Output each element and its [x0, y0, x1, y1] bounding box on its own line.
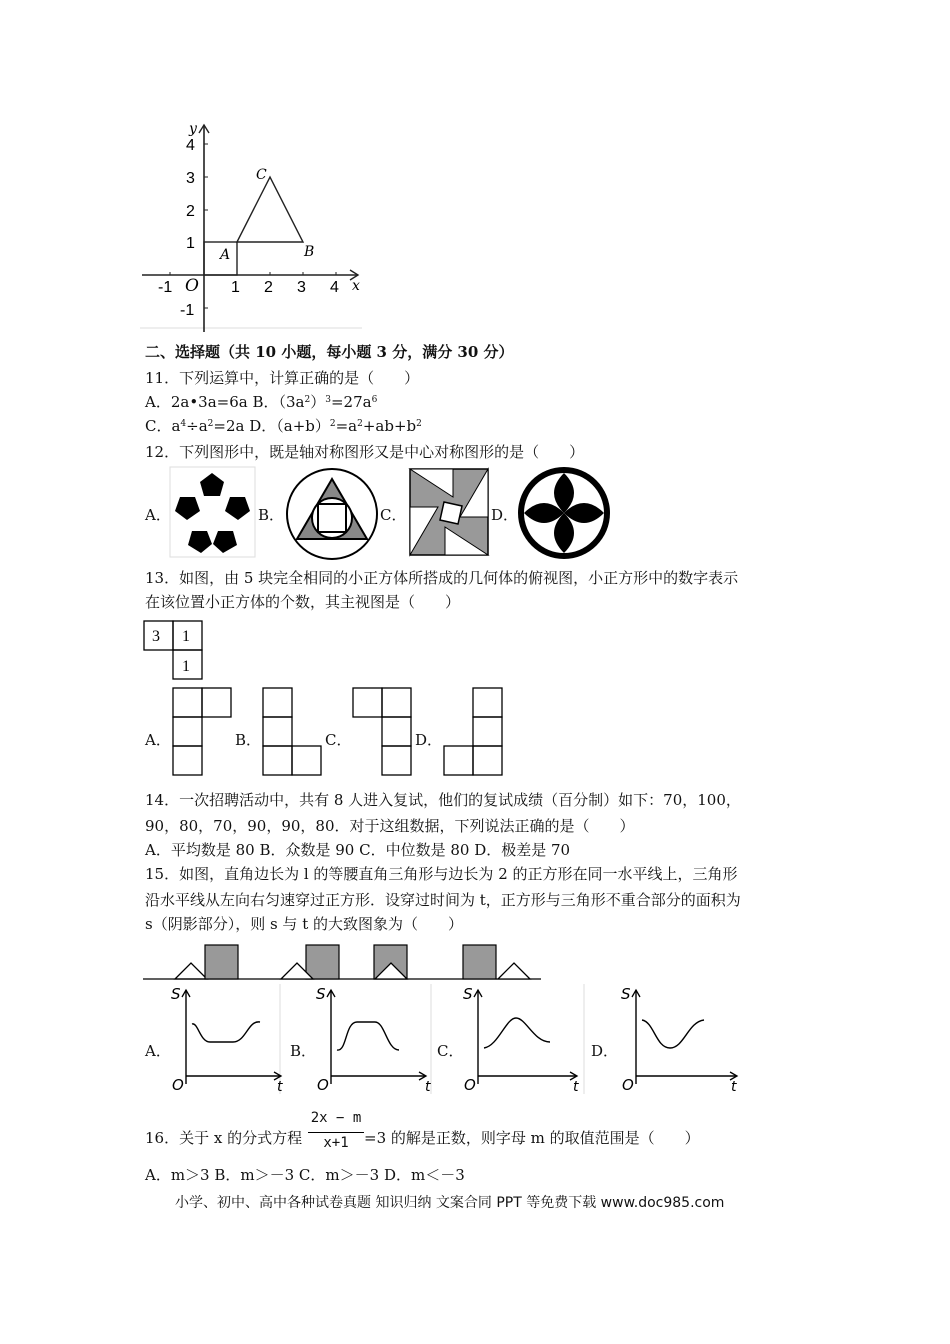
q13-label-d: D．: [415, 731, 443, 749]
q14-options: A．平均数是 80 B．众数是 90 C．中位数是 80 D．极差是 70: [145, 841, 571, 859]
q15-stem-line3: s（阴影部分），则 s 与 t 的大致图象为（ ）: [145, 915, 463, 933]
q16-stem-pre: 16．关于 x 的分式方程: [145, 1129, 303, 1147]
q14-stem-line1: 14．一次招聘活动中，共有 8 人进入复试，他们的复试成绩（百分制）如下：70，100，: [145, 791, 741, 809]
q16-stem-post: =3 的解是正数，则字母 m 的取值范围是（ ）: [364, 1129, 700, 1147]
q13-option-a-view: [172, 687, 234, 779]
q12-label-b: B．: [258, 506, 285, 524]
top-view-count: 1: [182, 628, 190, 645]
q15-label-b: B．: [290, 1042, 317, 1060]
x-tick-label: 1: [231, 279, 240, 296]
q12-stem: 12．下列图形中，既是轴对称图形又是中心对称图形的是（ ）: [145, 443, 585, 461]
t-axis-label: t: [277, 1079, 283, 1095]
q15-option-a-graph: [168, 984, 288, 1094]
y-tick-label: 3: [186, 170, 195, 187]
q13-option-d-view: [443, 687, 505, 779]
coordinate-graph: [140, 120, 370, 335]
footer-text: 小学、初中、高中各种试卷真题 知识归纳 文案合同 PPT 等免费下载 www.doc985.com: [175, 1195, 725, 1211]
q16-options: A．m＞3 B．m＞－3 C．m＞－3 D．m＜－3: [145, 1166, 465, 1184]
q13-top-view: [143, 620, 205, 682]
s-axis-label: S: [171, 985, 181, 1003]
q12-label-a: A．: [145, 506, 171, 524]
q15-motion-diagram: [143, 942, 543, 982]
t-axis-label: t: [731, 1079, 737, 1095]
y-tick-label: 4: [186, 137, 195, 154]
origin-label: O: [622, 1076, 634, 1094]
y-tick-label: 1: [186, 235, 195, 252]
q13-label-c: C．: [325, 731, 352, 749]
q15-option-b-graph: [313, 984, 433, 1094]
q15-label-c: C．: [437, 1042, 464, 1060]
q16-fraction-numerator: 2x − m: [310, 1110, 362, 1126]
t-axis-label: t: [573, 1079, 579, 1095]
x-tick-label: -1: [158, 279, 173, 296]
q14-stem-line2: 90，80，70，90，90，80．对于这组数据，下列说法正确的是（ ）: [145, 817, 635, 835]
q13-stem-line1: 13．如图，由 5 块完全相同的小正方体所搭成的几何体的俯视图，小正方形中的数字表示: [145, 569, 739, 587]
y-tick-label: -1: [180, 302, 195, 319]
pentagon-flower-figure: [170, 467, 255, 557]
x-tick-label: 4: [330, 279, 339, 296]
point-a-label: A: [220, 247, 231, 263]
q15-stem-line1: 15．如图，直角边长为 l 的等腰直角三角形与边长为 2 的正方形在同一水平线上，三角形: [145, 865, 738, 883]
q15-option-c-graph: [460, 984, 585, 1094]
q15-stem-line2: 沿水平线从左向右匀速穿过正方形．设穿过时间为 t，正方形与三角形不重合部分的面积为: [145, 891, 741, 909]
q16-fraction-denominator: x+1: [323, 1135, 349, 1151]
q13-label-b: B．: [235, 731, 262, 749]
q13-stem-line2: 在该位置小正方体的个数，其主视图是（ ）: [145, 593, 461, 611]
q15-option-d-graph: [618, 984, 743, 1094]
q15-label-a: A．: [145, 1042, 171, 1060]
y-tick-label: 2: [186, 203, 195, 220]
pinwheel-square-figure: [408, 467, 490, 557]
circle-triangle-figure: [285, 467, 380, 562]
q13-option-b-view: [262, 687, 324, 779]
x-tick-label: 3: [297, 279, 306, 296]
y-axis-label: y: [189, 121, 197, 137]
top-view-count: 1: [182, 658, 190, 675]
x-tick-label: 2: [264, 279, 273, 296]
origin-label: O: [185, 276, 199, 296]
q12-label-c: C．: [380, 506, 407, 524]
s-axis-label: S: [316, 985, 326, 1003]
top-view-count: 3: [152, 628, 160, 645]
section-heading: 二、选择题（共 10 小题，每小题 3 分，满分 30 分）: [145, 343, 514, 361]
origin-label: O: [317, 1076, 329, 1094]
s-axis-label: S: [463, 985, 473, 1003]
q11-options-line2: C．$a^4\div a^2=2a$ D．$(a+b)^2=a^2+ab+b^2$: [145, 417, 422, 435]
origin-label: O: [172, 1076, 184, 1094]
point-b-label: B: [304, 244, 315, 260]
q12-label-d: D．: [491, 506, 519, 524]
x-axis-label: x: [352, 278, 360, 294]
q11-stem: 11．下列运算中，计算正确的是（ ）: [145, 369, 420, 387]
q13-option-c-view: [352, 687, 414, 779]
four-petal-circle-figure: [516, 465, 613, 562]
t-axis-label: t: [425, 1079, 431, 1095]
origin-label: O: [464, 1076, 476, 1094]
s-axis-label: S: [621, 985, 631, 1003]
q13-label-a: A．: [145, 731, 171, 749]
q15-label-d: D．: [591, 1042, 619, 1060]
point-c-label: C: [256, 167, 267, 183]
q11-options-line1: A．2a•3a=6a B．$(3a^2)^3=27a^6$: [145, 393, 378, 411]
q16-fraction-bar: [308, 1132, 364, 1133]
